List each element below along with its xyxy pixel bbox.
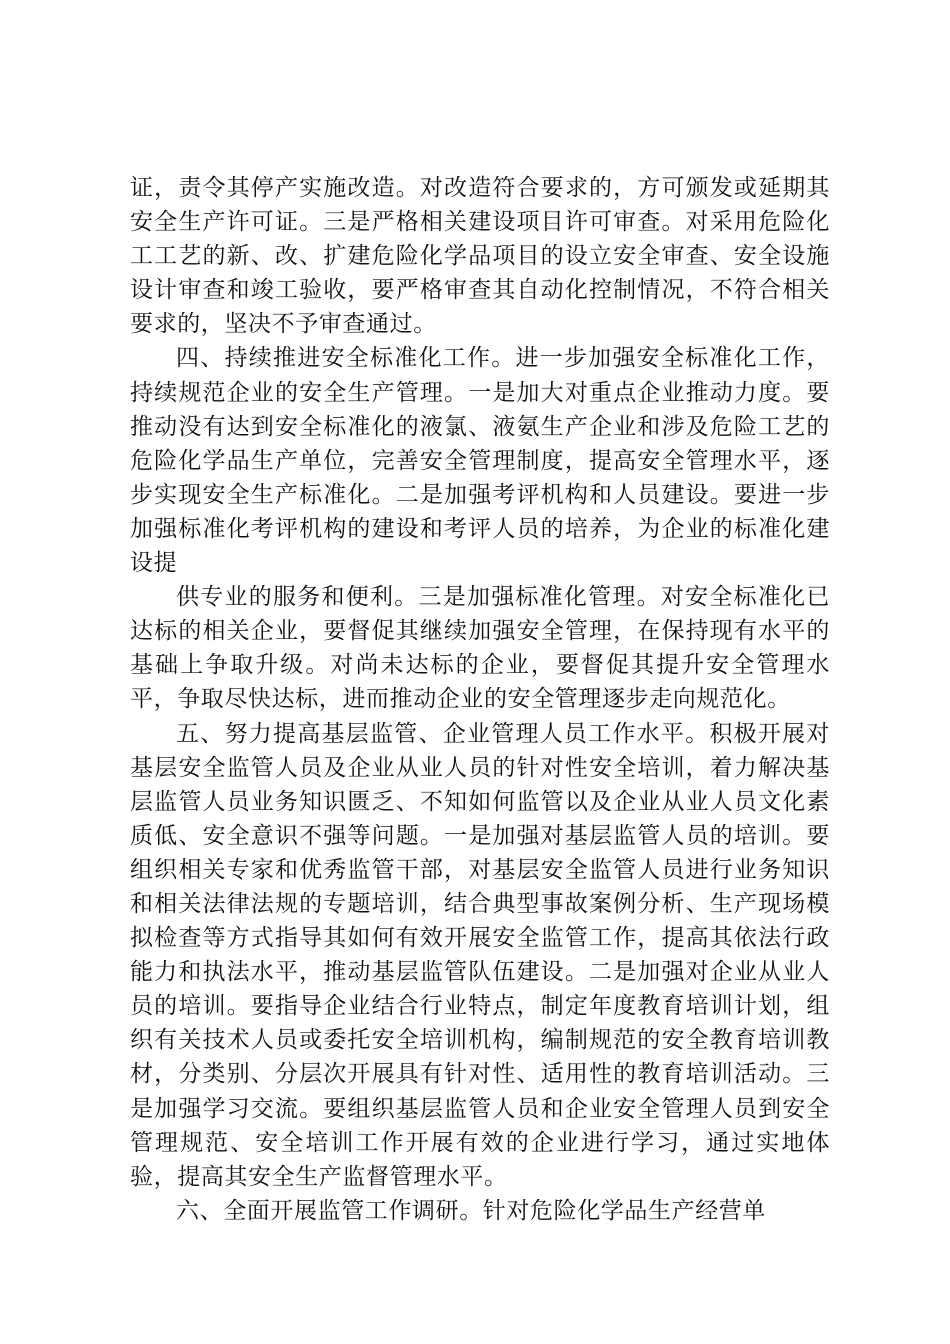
paragraph-section-five: 五、努力提高基层监管、企业管理人员工作水平。积极开展对基层安全监管人员及企业从业人员的针对性安全培训，着力解决基层监管人员业务知识匮乏、不知如何监管以及企业从业人员文化素质低、安全意识不强等问题。一是加强对基层监管人员的培训。要组织相关专家和优秀监管干部，对基层安全监管人员进行业务知识和相关法律法规的专题培训，结合典型事故案例分析、生产现场模拟检查等方式指导其如何有效开展安全监管工作，提高其依法行政能力和执法水平，推动基层监管队伍建设。二是加强对企业从业人员的培训。要指导企业结合行业特点，制定年度教育培训计划，组织有关技术人员或委托安全培训机构，编制规范的安全教育培训教材，分类别、分层次开展具有针对性、适用性的教育培训活动。三是加强学习交流。要组织基层监管人员和企业安全管理人员到安全管理规范、安全培训工作开展有效的企业进行学习，通过实地体验，提高其安全生产监督管理水平。 (130, 720, 830, 1190)
paragraph-section-six: 六、全面开展监管工作调研。针对危险化学品生产经营单 (176, 1197, 766, 1224)
document-body (130, 171, 830, 1228)
paragraph-section-four-continued: 供专业的服务和便利。三是加强标准化管理。对安全标准化已达标的相关企业，要督促其继续加强安全管理，在保持现有水平的基础上争取升级。对尚未达标的企业，要督促其提升安全管理水平，争取尽快达标，进而推动企业的安全管理逐步走向规范化。 (130, 584, 830, 713)
paragraph-section-four: 四、持续推进安全标准化工作。进一步加强安全标准化工作，持续规范企业的安全生产管理。一是加大对重点企业推动力度。要推动没有达到安全标准化的液氯、液氨生产企业和涉及危险工艺的危险化学品生产单位，完善安全管理制度，提高安全管理水平，逐步实现安全生产标准化。二是加强考评机构和人员建设。要进一步加强标准化考评机构的建设和考评人员的培养，为企业的标准化建设提 (130, 345, 830, 577)
paragraph-continuation: 证，责令其停产实施改造。对改造符合要求的，方可颁发或延期其安全生产许可证。三是严格相关建设项目许可审查。对采用危险化工工艺的新、改、扩建危险化学品项目的设立安全审查、安全设施设计审查和竣工验收，要严格审查其自动化控制情况，不符合相关要求的，坚决不予审查通过。 (130, 175, 830, 338)
